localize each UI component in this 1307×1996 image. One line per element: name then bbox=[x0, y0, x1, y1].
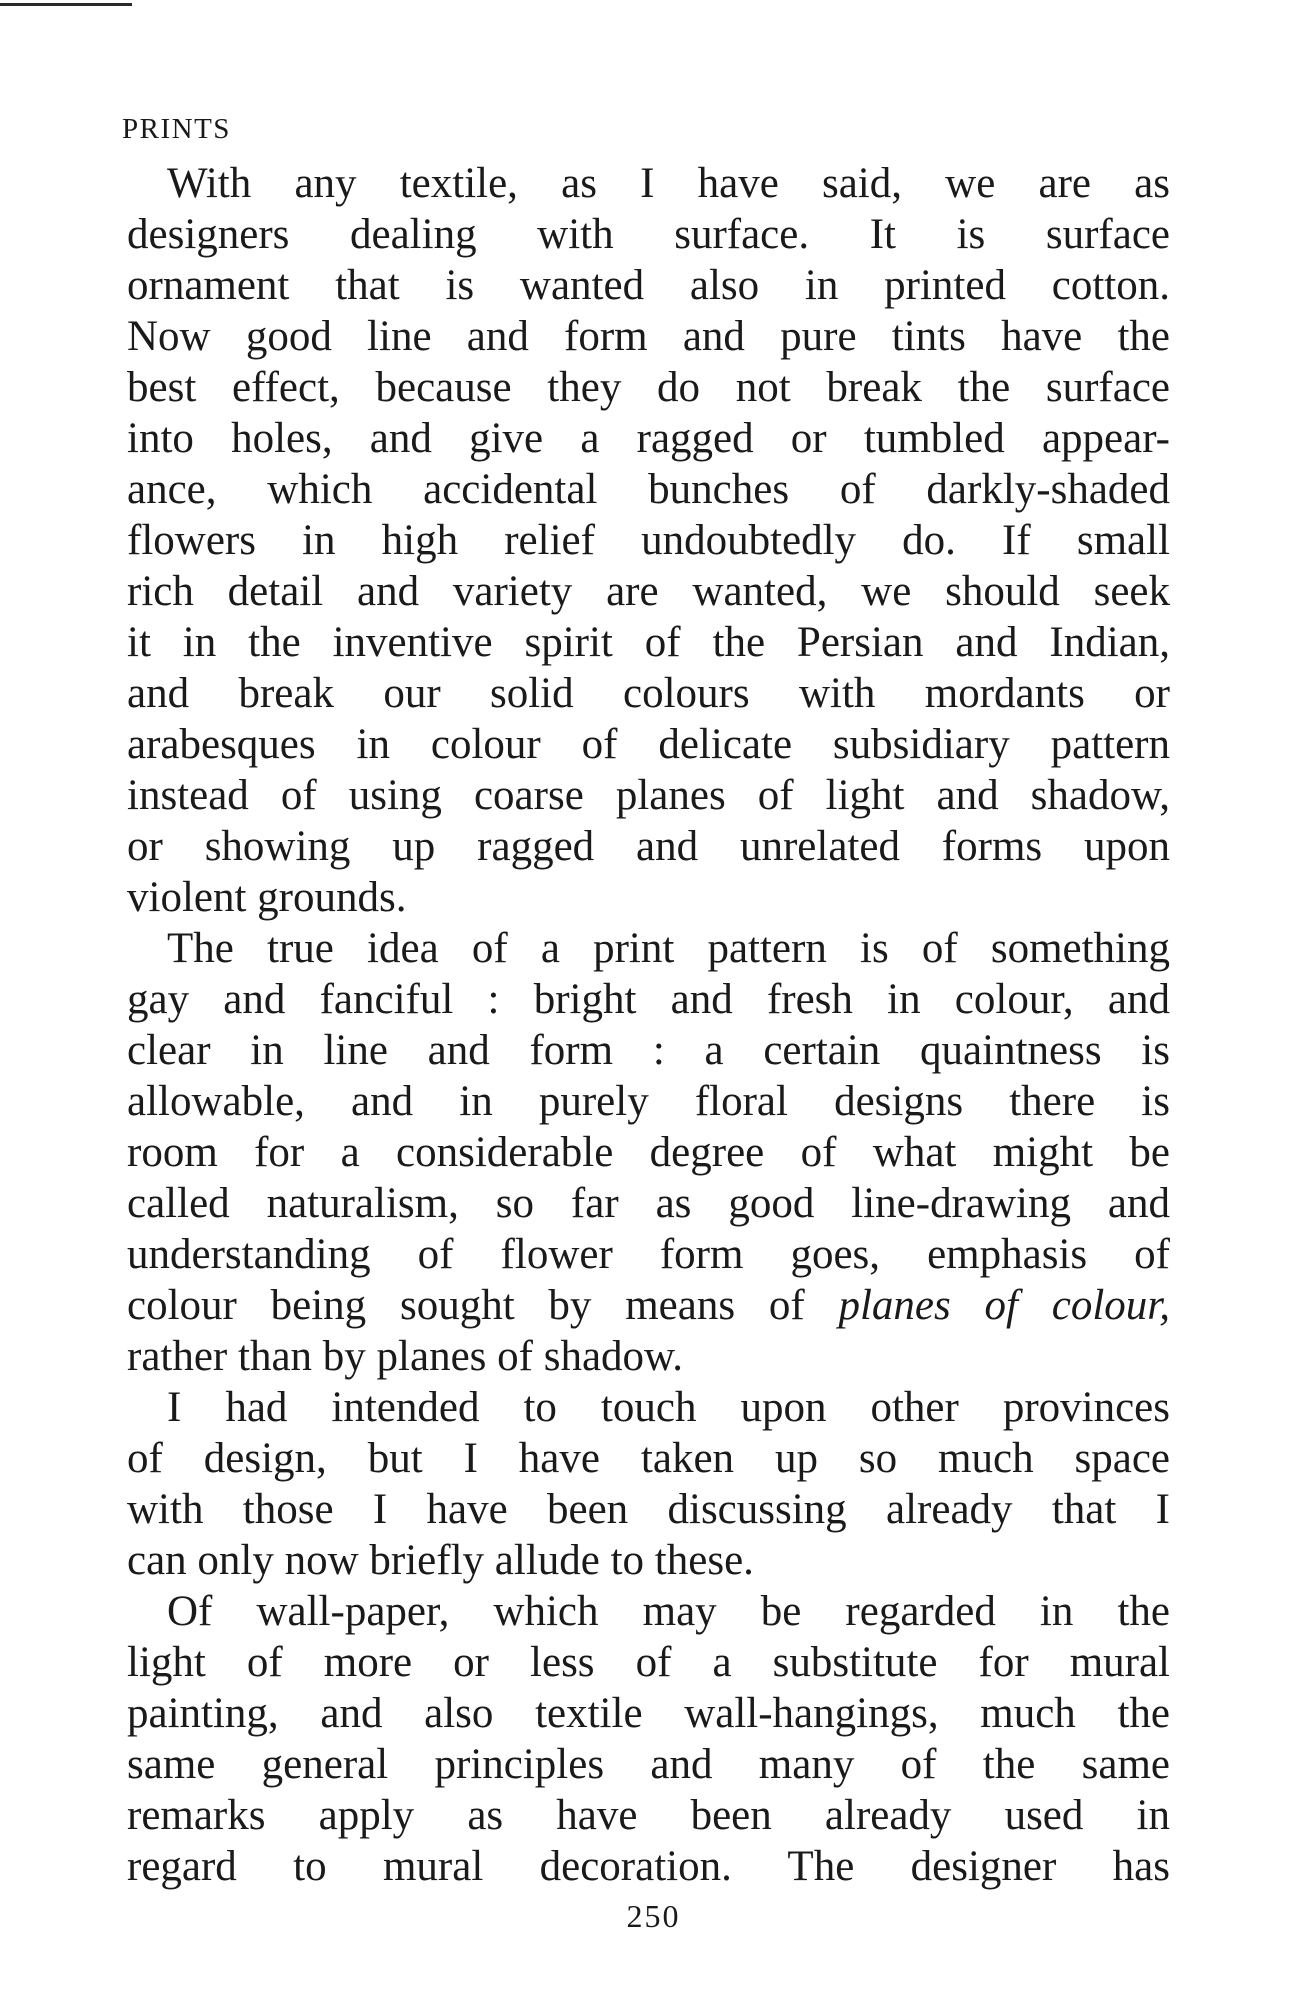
running-head: PRINTS bbox=[122, 113, 231, 145]
text-line: Now good line and form and pure tints have the bbox=[127, 313, 1170, 360]
text-line: remarks apply as have been already used in bbox=[127, 1792, 1170, 1839]
text-line: allowable, and in purely floral designs there is bbox=[127, 1078, 1170, 1125]
text-line: light of more or less of a substitute for mural bbox=[127, 1639, 1170, 1686]
text-line: same general principles and many of the same bbox=[127, 1741, 1170, 1788]
text-line: with those I have been discussing already that I bbox=[127, 1486, 1170, 1533]
text-line: violent grounds. bbox=[127, 874, 407, 921]
text-line: I had intended to touch upon other provinces bbox=[167, 1384, 1170, 1431]
page-number: 250 bbox=[626, 1898, 681, 1934]
text-line: it in the inventive spirit of the Persian and Indian, bbox=[127, 619, 1170, 666]
text-line: rich detail and variety are wanted, we should seek bbox=[127, 568, 1170, 615]
text-line: Of wall-paper, which may be regarded in the bbox=[167, 1588, 1170, 1635]
text-line: painting, and also textile wall-hangings, much the bbox=[127, 1690, 1170, 1737]
text-line: room for a considerable degree of what might be bbox=[127, 1129, 1170, 1176]
text-line: arabesques in colour of delicate subsidiary pattern bbox=[127, 721, 1170, 768]
text-line: flowers in high relief undoubtedly do. If small bbox=[127, 517, 1170, 564]
text-line: can only now briefly allude to these. bbox=[127, 1537, 754, 1584]
text-line-with-italic bbox=[127, 1280, 1170, 1331]
text-line: gay and fanciful : bright and fresh in colour, and bbox=[127, 976, 1170, 1023]
text-line: of design, but I have taken up so much space bbox=[127, 1435, 1170, 1482]
body-text bbox=[127, 158, 1170, 1892]
text-line: designers dealing with surface. It is surface bbox=[127, 211, 1170, 258]
text-line: and break our solid colours with mordants or bbox=[127, 670, 1170, 717]
text-line: into holes, and give a ragged or tumbled appear- bbox=[127, 415, 1170, 462]
text-line: instead of using coarse planes of light and shadow, bbox=[127, 772, 1170, 819]
text-line: ance, which accidental bunches of darkly-shaded bbox=[127, 466, 1170, 513]
text-fragment: colour being sought by means of bbox=[127, 1282, 805, 1329]
text-line: clear in line and form : a certain quaintness is bbox=[127, 1027, 1170, 1074]
text-line: With any textile, as I have said, we are as bbox=[167, 160, 1170, 207]
text-line: best effect, because they do not break the surface bbox=[127, 364, 1170, 411]
text-line: rather than by planes of shadow. bbox=[127, 1333, 684, 1380]
top-rule bbox=[0, 3, 132, 6]
text-line: The true idea of a print pattern is of something bbox=[167, 925, 1170, 972]
text-line: ornament that is wanted also in printed cotton. bbox=[127, 262, 1170, 309]
italic-phrase: planes of colour, bbox=[838, 1282, 1170, 1329]
text-line: called naturalism, so far as good line-drawing and bbox=[127, 1180, 1170, 1227]
text-line: understanding of flower form goes, emphasis of bbox=[127, 1231, 1170, 1278]
text-line: or showing up ragged and unrelated forms upon bbox=[127, 823, 1170, 870]
text-line: regard to mural decoration. The designer has bbox=[127, 1843, 1170, 1890]
